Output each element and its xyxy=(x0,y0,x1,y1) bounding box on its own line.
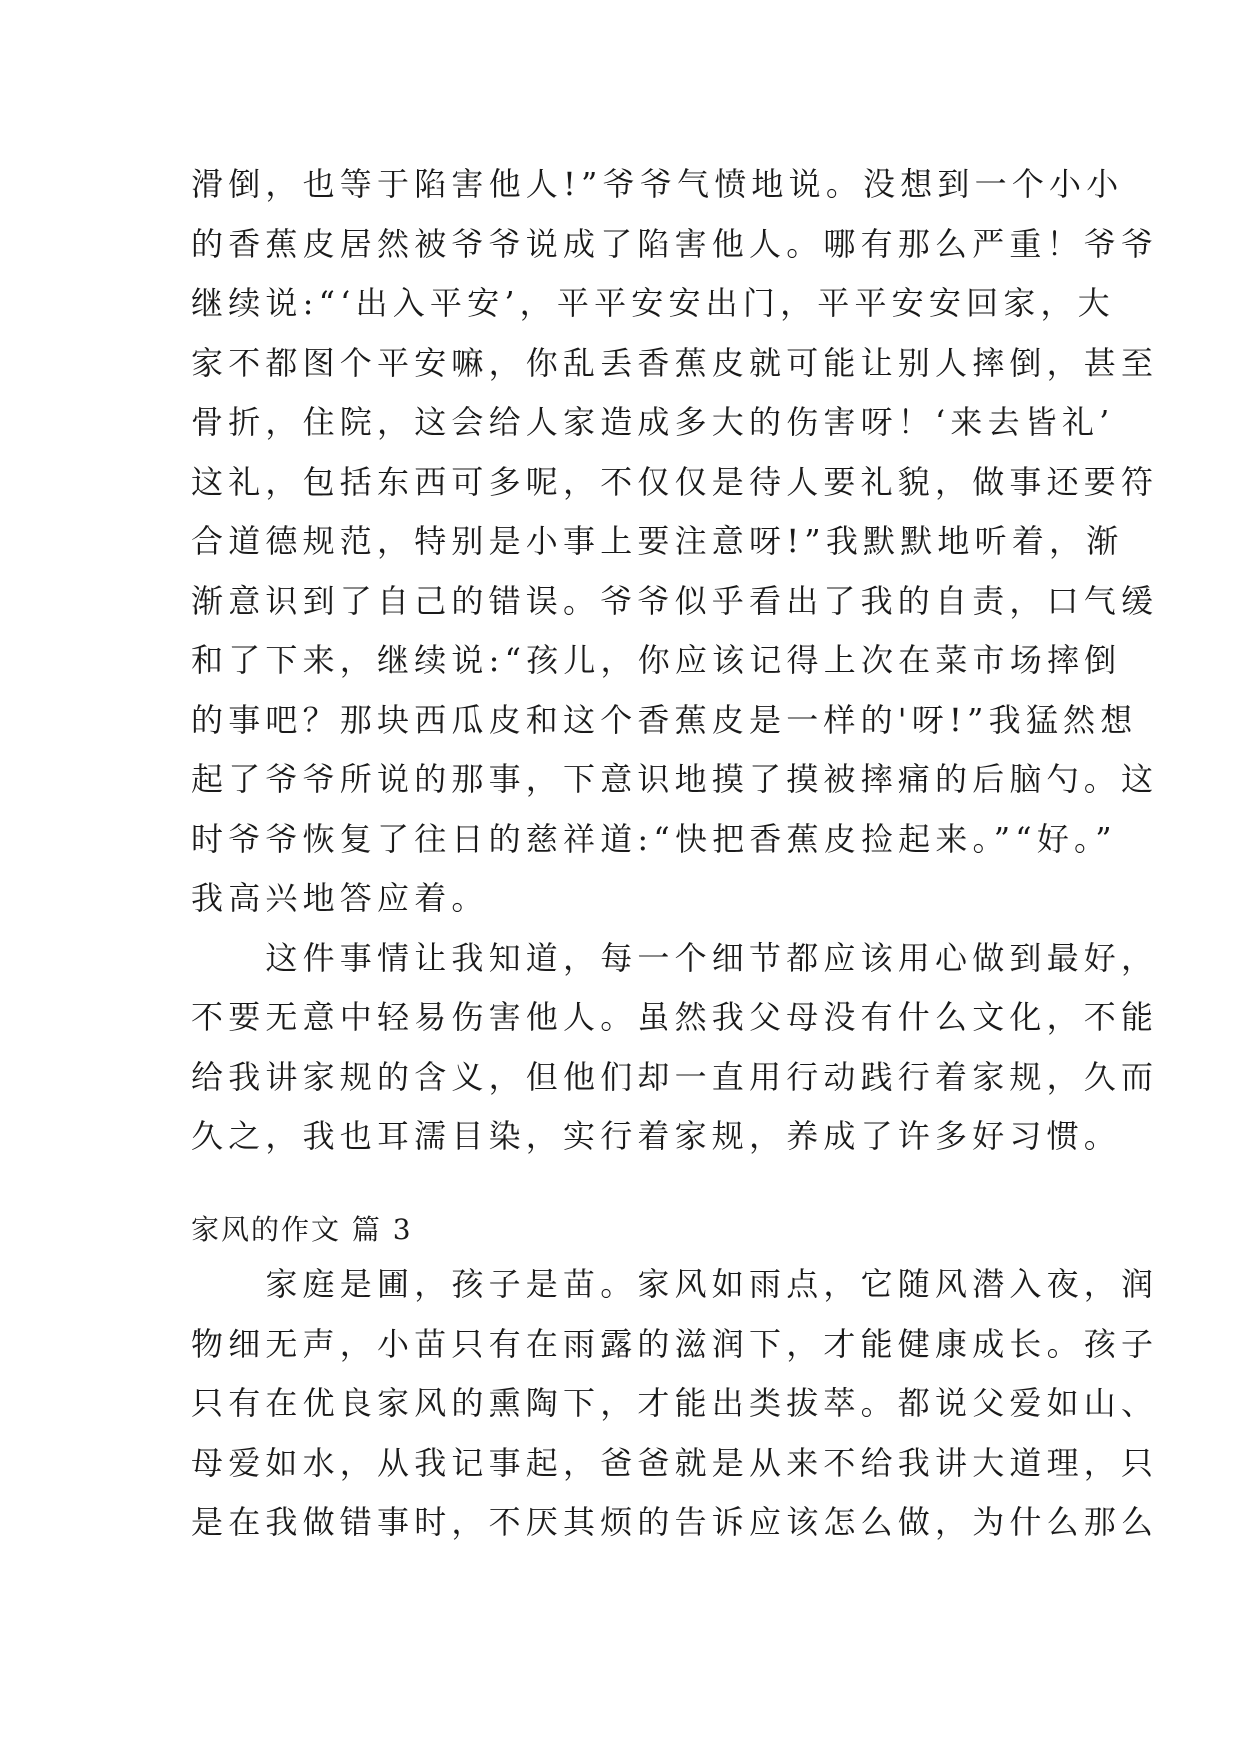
text-line: 母爱如水，从我记事起，爸爸就是从来不给我讲大道理，只 xyxy=(191,1443,1159,1482)
text-line: 起了爷爷所说的那事，下意识地摸了摸被摔痛的后脑勺。这 xyxy=(191,760,1159,798)
text-line: 给我讲家规的含义，但他们却一直用行动践行着家规，久而 xyxy=(191,1057,1159,1096)
text-line: 家庭是圃，孩子是苗。家风如雨点，它随风潜入夜，润 xyxy=(191,1265,1159,1303)
text-line: 合道德规范，特别是小事上要注意呀!”我默默地听着，渐 xyxy=(191,522,1124,560)
text-line: 和了下来，继续说:“孩儿，你应该记得上次在菜市场摔倒 xyxy=(191,641,1122,679)
body-text-upper xyxy=(191,155,1159,1167)
text-line: 久之，我也耳濡目染，实行着家规，养成了许多好习惯。 xyxy=(191,1117,1122,1155)
text-line: 家不都图个平安嘛，你乱丢香蕉皮就可能让别人摔倒，甚至 xyxy=(191,343,1159,382)
section-heading: 家风的作文 篇 3 xyxy=(191,1213,413,1246)
text-line: 这礼，包括东西可多呢，不仅仅是待人要礼貌，做事还要符 xyxy=(191,462,1159,501)
text-line: 这件事情让我知道，每一个细节都应该用心做到最好， xyxy=(191,938,1159,977)
text-line: 时爷爷恢复了往日的慈祥道:“快把香蕉皮捡起来。”“好。” xyxy=(191,819,1117,858)
text-line: 渐意识到了自己的错误。爷爷似乎看出了我的自责，口气缓 xyxy=(191,581,1159,620)
text-line: 只有在优良家风的熏陶下，才能出类拔萃。都说父爱如山、 xyxy=(191,1384,1159,1422)
text-line: 是在我做错事时，不厌其烦的告诉应该怎么做，为什么那么 xyxy=(191,1503,1159,1541)
text-line: 骨折，住院，这会给人家造成多大的伤害呀！‘来去皆礼’ xyxy=(191,403,1115,441)
text-line: 继续说:“‘出入平安’，平平安安出门，平平安安回家，大 xyxy=(191,284,1115,322)
text-line: 物细无声，小苗只有在雨露的滋润下，才能健康成长。孩子 xyxy=(191,1324,1159,1363)
text-line: 滑倒，也等于陷害他人!”爷爷气愤地说。没想到一个小小 xyxy=(191,165,1124,203)
text-line: 的香蕉皮居然被爷爷说成了陷害他人。哪有那么严重！爷爷 xyxy=(191,224,1159,263)
text-line: 不要无意中轻易伤害他人。虽然我父母没有什么文化，不能 xyxy=(191,998,1159,1036)
text-line: 的事吧？那块西瓜皮和这个香蕉皮是一样的'呀!”我猛然想 xyxy=(191,700,1138,739)
body-text-lower xyxy=(191,1255,1159,1553)
text-line: 我高兴地答应着。 xyxy=(191,879,489,917)
